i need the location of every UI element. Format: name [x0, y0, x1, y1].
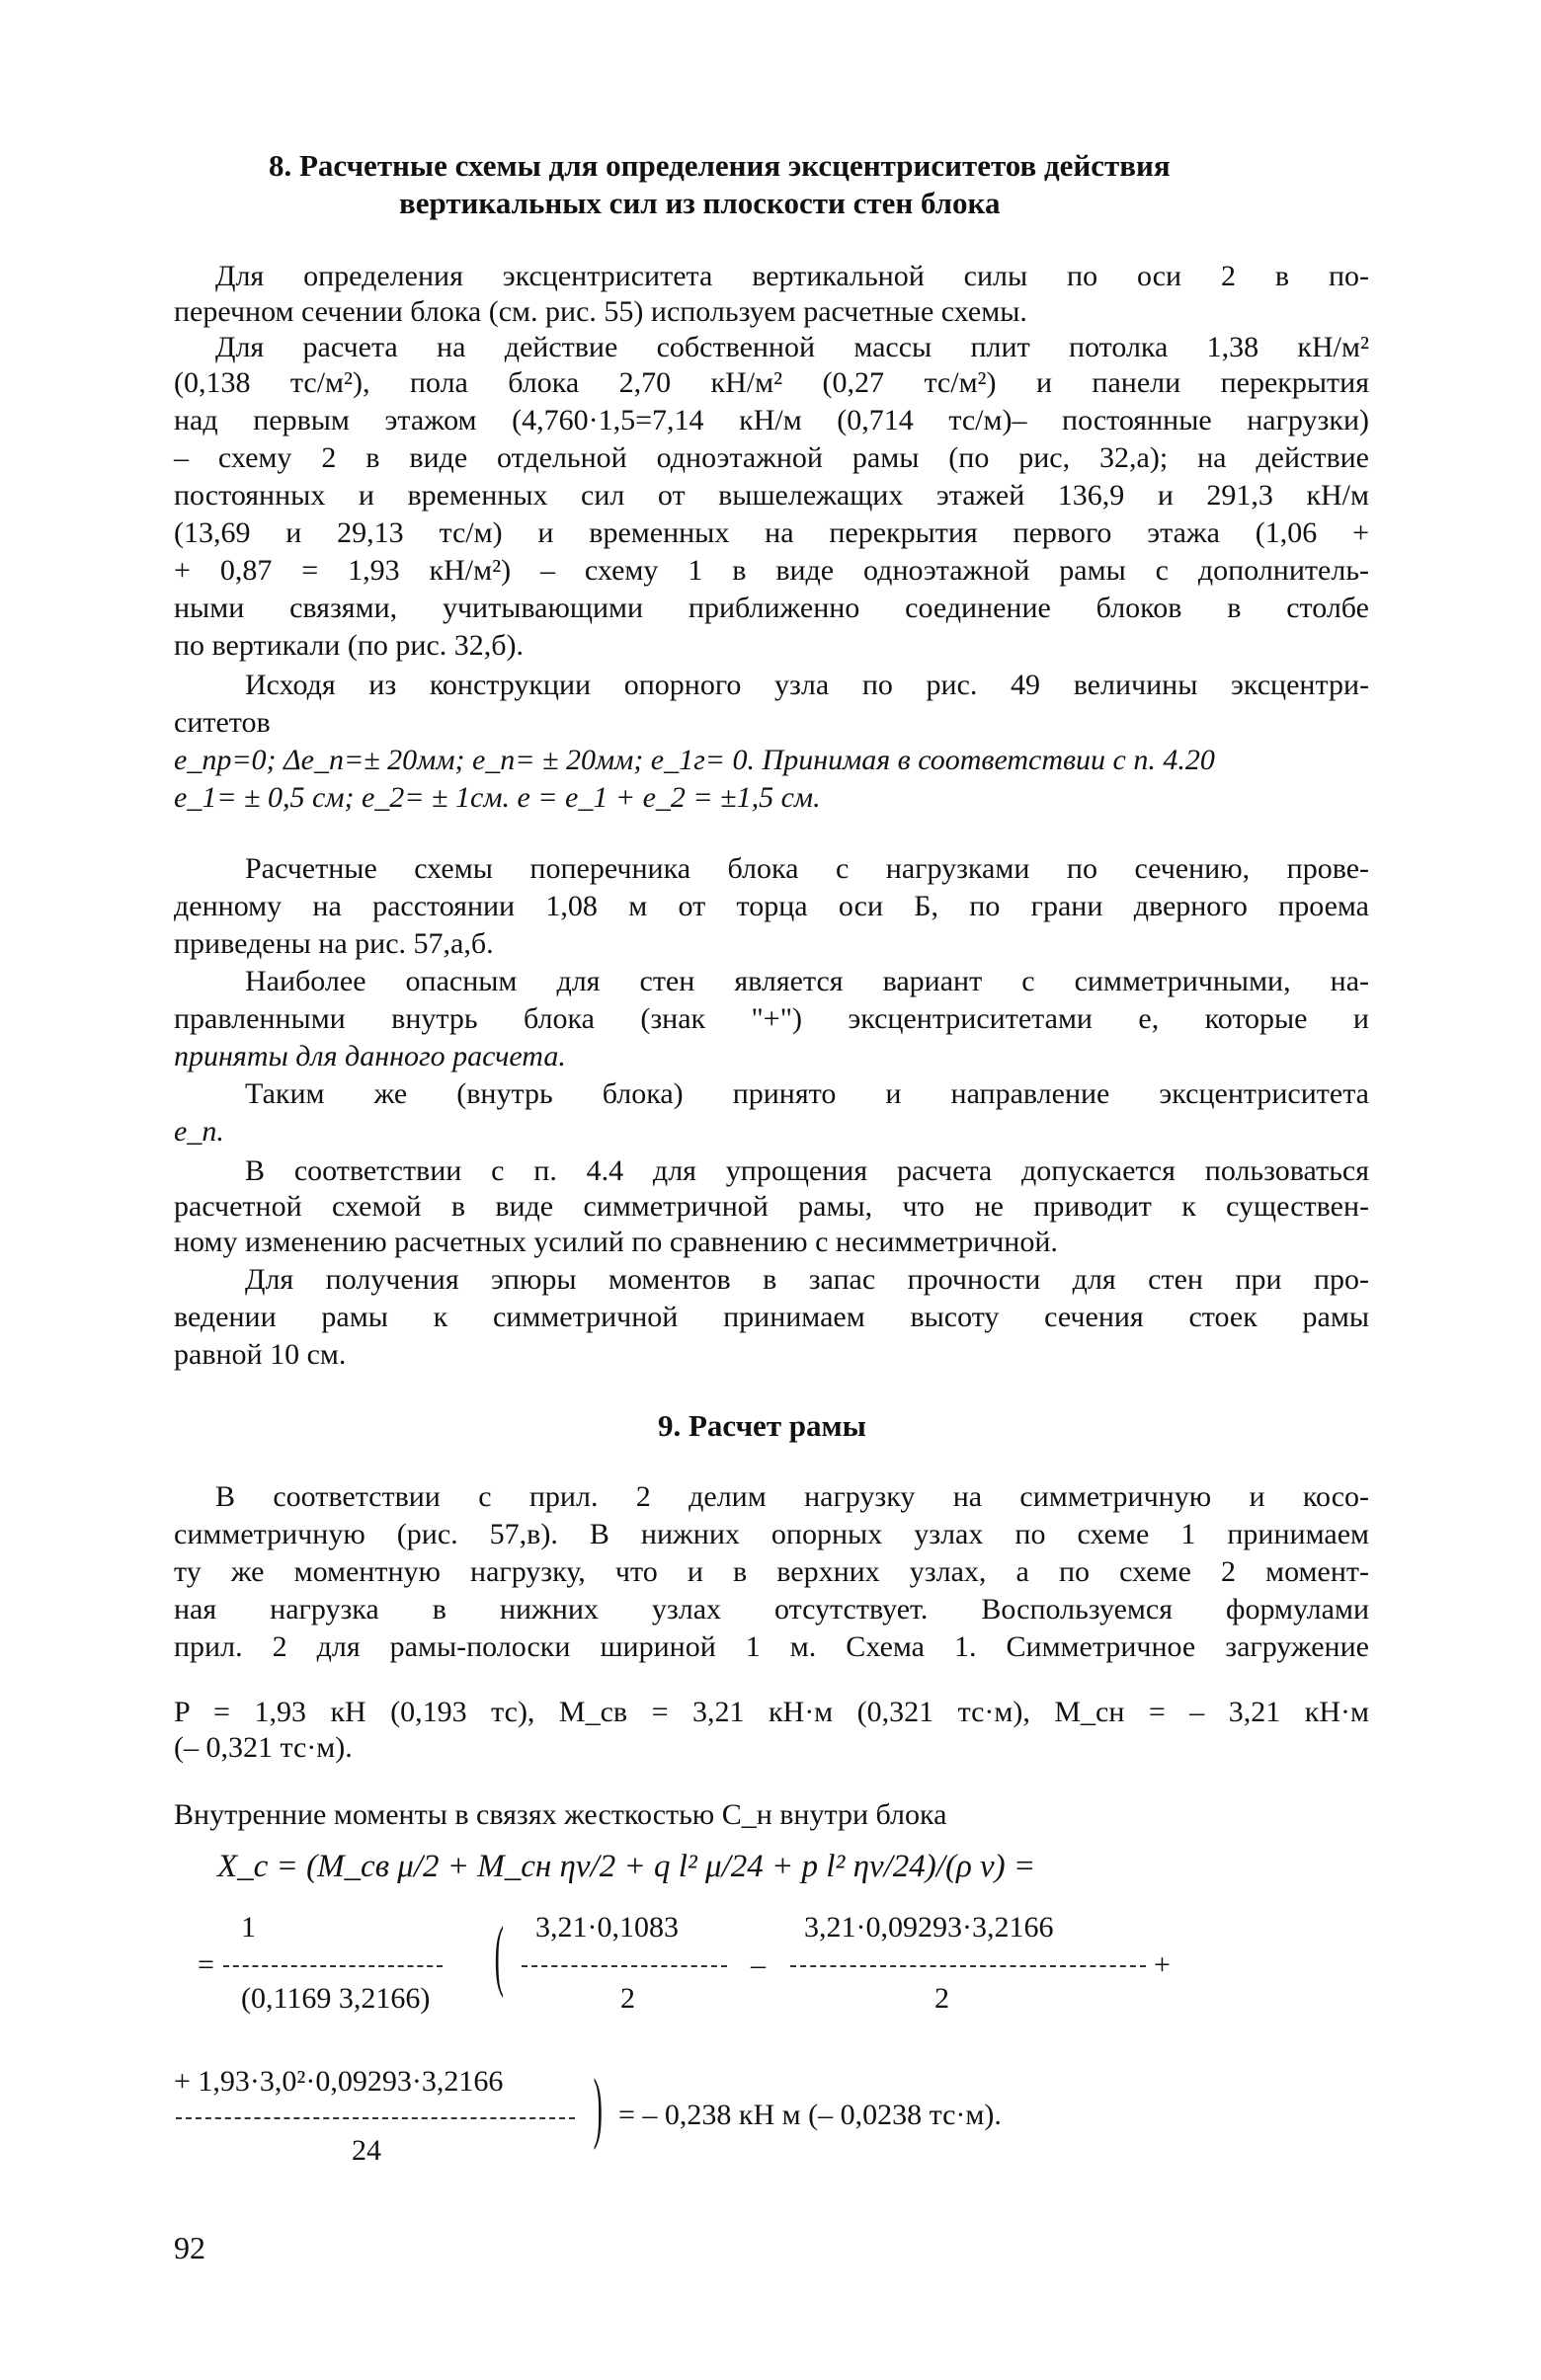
eccentricity-line-1: e_пр=0; Δe_п=± 20мм; e_п= ± 20мм; e_1г= 0. Принимая в соответствии с п. 4.20 [174, 744, 1215, 776]
fraction-3-denominator: 2 [934, 1982, 949, 2015]
section-8-title-line2: вертикальных сил из плоскости стен блока [399, 186, 1001, 220]
fraction-4-numerator: + 1,93·3,0²·0,09293·3,2166 [174, 2065, 504, 2098]
fraction-1-bar [223, 1965, 443, 1967]
paragraph-line: (0,138 тс/м²), пола блока 2,70 кН/м² (0,27 тс/м²) и панели перекрытия [174, 366, 1369, 399]
paragraph-line: по вертикали (по рис. 32,б). [174, 629, 525, 662]
section-9-line: ная нагрузка в нижних узлах отсутствует. Воспользуемся формулами [174, 1593, 1369, 1626]
moments-intro: Внутренние моменты в связях жесткостью C_н внутри блока [174, 1798, 947, 1831]
formula-result: = – 0,238 кН м (– 0,0238 тс·м). [618, 2099, 1002, 2131]
paragraph-line: ситетов [174, 706, 271, 739]
close-paren: ) [593, 2064, 603, 2151]
paragraph-line: Для получения эпюры моментов в запас прочности для стен при про- [245, 1263, 1369, 1296]
paragraph-line: Для определения эксцентриситета вертикальной силы по оси 2 в по- [215, 260, 1369, 292]
paragraph-line: денному на расстоянии 1,08 м от торца оси Б, по грани дверного проема [174, 890, 1369, 922]
fraction-1-denominator: (0,1169 3,2166) [241, 1982, 431, 2015]
section-9-title: 9. Расчет рамы [658, 1408, 866, 1443]
loads-line: P = 1,93 кН (0,193 тс), M_св = 3,21 кН·м (0,321 тс·м), M_сн = – 3,21 кН·м [174, 1696, 1369, 1728]
plus-sign: + [1154, 1948, 1171, 1981]
loads-line-2: (– 0,321 тс·м). [174, 1731, 353, 1764]
paragraph-line: – схему 2 в виде отдельной одноэтажной рамы (по рис, 32,а); на действие [174, 441, 1369, 474]
fraction-4-bar [176, 2117, 575, 2119]
paragraph-line: В соответствии с п. 4.4 для упрощения расчета допускается пользоваться [245, 1154, 1369, 1187]
minus-sign: – [751, 1948, 766, 1981]
paragraph-line: Расчетные схемы поперечника блока с нагрузками по сечению, прове- [245, 852, 1369, 885]
paragraph-line: + 0,87 = 1,93 кН/м²) – схему 1 в виде одноэтажной рамы с дополнитель- [174, 554, 1369, 587]
fraction-2-bar [522, 1965, 727, 1967]
fraction-3-numerator: 3,21·0,09293·3,2166 [804, 1911, 1054, 1944]
paragraph-line: над первым этажом (4,760·1,5=7,14 кН/м (0,714 тс/м)– постоянные нагрузки) [174, 404, 1369, 436]
paragraph-line: ными связями, учитывающими приближенно соединение блоков в столбе [174, 592, 1369, 624]
paragraph-line: правленными внутрь блока (знак "+") эксцентриситетами e, которые и [174, 1002, 1369, 1035]
paragraph-line: перечном сечении блока (см. рис. 55) используем расчетные схемы. [174, 295, 1027, 328]
section-9-line: В соответствии с прил. 2 делим нагрузку на симметричную и косо- [215, 1480, 1369, 1513]
section-9-line: прил. 2 для рамы-полоски шириной 1 м. Схема 1. Симметричное загружение [174, 1630, 1369, 1663]
eccentricity-line-2: e_1= ± 0,5 см; e_2= ± 1см. e = e_1 + e_2 = ±1,5 см. [174, 781, 821, 814]
paragraph-line: расчетной схемой в виде симметричной рамы, что не приводит к существен- [174, 1190, 1369, 1223]
paragraph-line: Для расчета на действие собственной массы плит потолка 1,38 кН/м² [215, 331, 1369, 363]
section-9-line: симметричную (рис. 57,в). В нижних опорных узлах по схеме 1 принимаем [174, 1518, 1369, 1550]
section-9-line: ту же моментную нагрузку, что и в верхних узлах, а по схеме 2 момент- [174, 1555, 1369, 1588]
formula-xc: X_c = (M_св μ/2 + M_сн ην/2 + q l² μ/24 + p l² ην/24)/(ρ ν) = [217, 1849, 1036, 1884]
equals-sign: = [198, 1948, 214, 1981]
fraction-2-denominator: 2 [620, 1982, 635, 2015]
paragraph-line: Таким же (внутрь блока) принято и направление эксцентриситета [245, 1077, 1369, 1110]
paragraph-line: (13,69 и 29,13 тс/м) и временных на перекрытия первого этажа (1,06 + [174, 516, 1369, 549]
paragraph-line: Исходя из конструкции опорного узла по рис. 49 величины эксцентри- [245, 669, 1369, 701]
paragraph-line: приведены на рис. 57,а,б. [174, 927, 494, 960]
paragraph-line: ному изменению расчетных усилий по сравнению с несимметричной. [174, 1226, 1058, 1258]
fraction-2-numerator: 3,21·0,1083 [535, 1911, 679, 1944]
section-8-title-line1: 8. Расчетные схемы для определения эксцентриситетов действия [269, 148, 1171, 183]
paragraph-line: Наиболее опасным для стен является вариант с симметричными, на- [245, 965, 1369, 997]
paragraph-line: равной 10 см. [174, 1338, 347, 1371]
paragraph-line: приняты для данного расчета. [174, 1040, 566, 1072]
page-number: 92 [174, 2230, 205, 2265]
fraction-1-numerator: 1 [241, 1911, 256, 1944]
fraction-3-bar [790, 1965, 1146, 1967]
paragraph-line: e_п. [174, 1115, 224, 1148]
fraction-4-denominator: 24 [352, 2134, 381, 2167]
open-paren: ( [494, 1912, 504, 1999]
paragraph-line: постоянных и временных сил от вышележащих этажей 136,9 и 291,3 кН/м [174, 479, 1369, 512]
paragraph-line: ведении рамы к симметричной принимаем высоту сечения стоек рамы [174, 1301, 1369, 1333]
